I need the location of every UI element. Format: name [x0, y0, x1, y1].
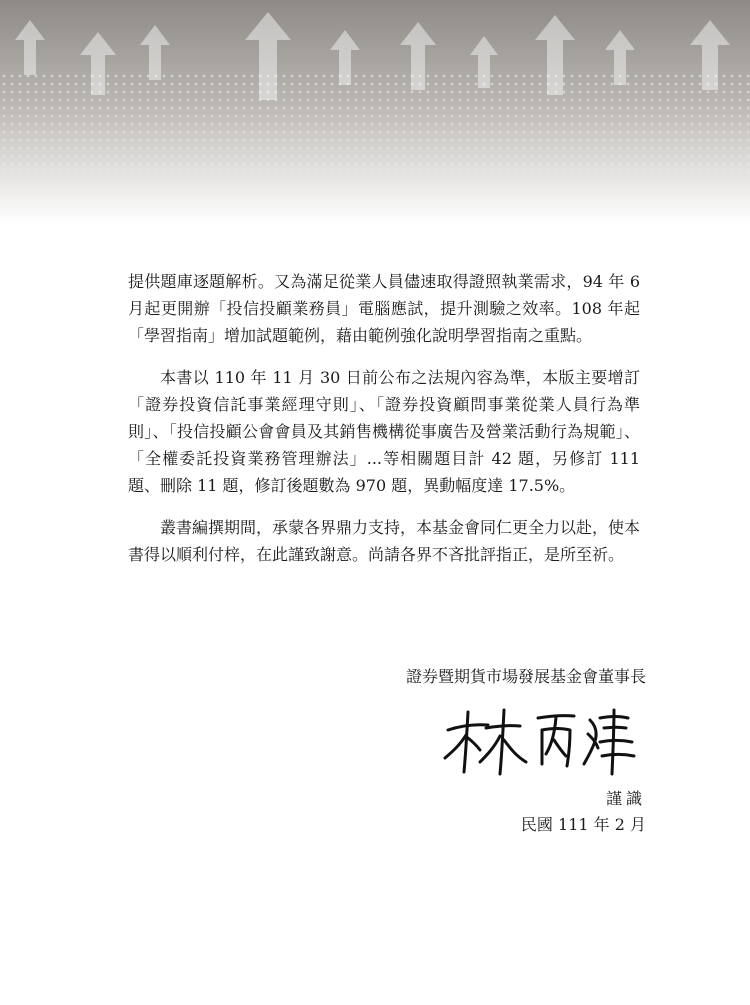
paragraph-1: 提供題庫逐題解析。又為滿足從業人員儘速取得證照執業需求，94 年 6 月起更開辦「投信投顧業務員」電腦應試，提升測驗之效率。108 年起「學習指南」增加試題範例，藉由範例強化說明學習指南之重點。 [128, 272, 640, 345]
signer-title: 證券暨期貨市場發展基金會董事長 [405, 667, 646, 686]
preface-body [128, 268, 640, 568]
header-banner [0, 0, 750, 225]
date-line: 民國 111 年 2 月 [520, 815, 646, 834]
handwritten-signature [440, 700, 640, 780]
arrow-pattern-graphic [0, 0, 750, 225]
closing-text: 謹識 [605, 789, 646, 808]
paragraph-2: 本書以 110 年 11 月 30 日前公布之法規內容為準，本版主要增訂「證券投資信託事業經理守則」、「證券投資顧問事業從業人員行為準則」、「投信投顧公會會員及其銷售機構從事廣告及營業活動行為規範」、「全權委託投資業務管理辦法」...等相關題目計 42 題，另修訂 111 題、刪除 11 題，修訂後題數為 970 題，異動幅度達 17.5%。 [128, 368, 640, 495]
paragraph-3: 叢書編撰期間，承蒙各界鼎力支持，本基金會同仁更全力以赴，使本書得以順利付梓，在此謹致謝意。尚請各界不吝批評指正，是所至祈。 [128, 518, 641, 564]
